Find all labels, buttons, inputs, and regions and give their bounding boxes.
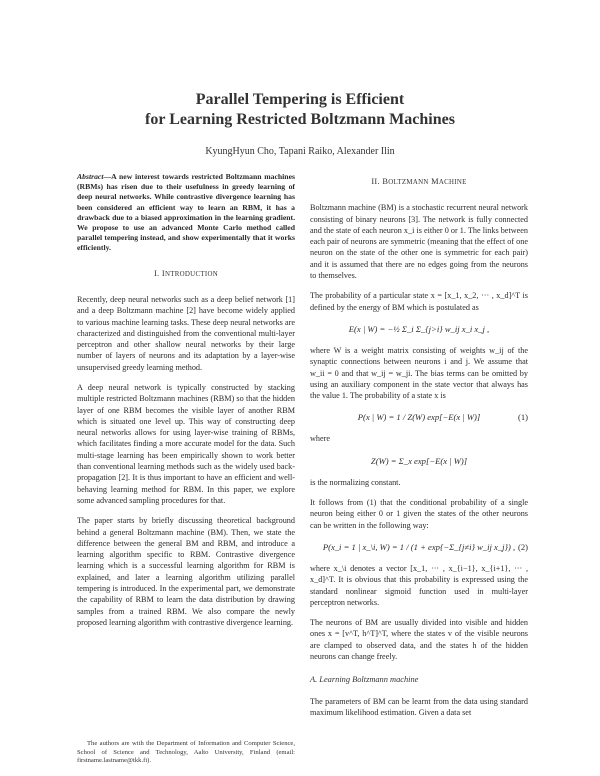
bm-paragraph-8: The neurons of BM are usually divided into visible and hidden ones x = [v^T, h^T]^T, where the states v of the visible neurons are clamped to observed data, and the states h of the hidden neurons can change freely. xyxy=(310,618,528,662)
energy-equation: E(x | W) = −½ Σ_i Σ_{j>i} w_ij x_i x_j , xyxy=(348,323,490,334)
abstract xyxy=(77,172,295,254)
partition-function-equation: Z(W) = Σ_x exp[−E(x | W)] xyxy=(370,455,468,466)
section-heading-introduction: I. INTRODUCTION xyxy=(153,268,219,278)
abstract-lead: Abstract xyxy=(77,172,104,181)
intro-paragraph-3: The paper starts by briefly discussing theoretical background behind a general Boltzmann machine (BM). Then, we state the difference between the general BM and RBM, and introduce a learning algorithm specific to RBM. Contrastive divergence learning which is a successful learning algorithm for RBM is explained, and later a learning algorithm utilizing parallel tempering is introduced. In the experimental part, we demonstrate the capability of RBM to learn the data distribution by drawing samples from a trained RBM. We also compare the newly proposed learning algorithm with contrastive divergence learning. xyxy=(77,516,295,627)
left-column xyxy=(77,172,295,628)
right-column xyxy=(310,172,528,718)
paper-title xyxy=(0,90,600,130)
intro-paragraph-1: Recently, deep neural networks such as a deep belief network [1] and a deep Boltzmann machine [2] have become widely applied to various machine learning tasks. These deep neural networks are characterized and distinguished from the conventional multi-layer perceptron and other shallow neural networks by their large number of layers of neurons and its adaptation by a layer-wise unsupervised greedy learning method. xyxy=(77,294,295,372)
subsection-heading-learning-bm: A. Learning Boltzmann machine xyxy=(310,675,419,685)
equation-number-2: (2) xyxy=(517,541,528,552)
author-list: KyungHyun Cho, Tapani Raiko, Alexander Ilin xyxy=(205,146,395,157)
equation-number-1: (1) xyxy=(517,412,528,423)
bm-paragraph-9: The parameters of BM can be learnt from the data using standard maximum likelihood estimation. Given a data set xyxy=(310,696,528,717)
title-line-2: for Learning Restricted Boltzmann Machines xyxy=(145,111,455,128)
author-affiliation-footnote: The authors are with the Department of Information and Computer Science, School of Science and Technology, Aalto University, Finland (email: firstname.lastname@tkk.fi). xyxy=(77,740,295,765)
bm-paragraph-1: Boltzmann machine (BM) is a stochastic recurrent neural network consisting of binary neurons [3]. The network is fully connected and the state of each neuron x_i is either 0 or 1. The links between each pair of neurons are symmetric (meaning that the effect of one neuron on the state of the other one is symmetric for each pair) and it is assumed that there are no edges going from the neurons to themselves. xyxy=(310,203,528,281)
abstract-text: —A new interest towards restricted Boltzmann machines (RBMs) has risen due to their usefulness in greedy learning of deep neural networks. While contrastive divergence learning has been considered an efficient way to learn an RBM, it has a drawback due to a biased approximation in the learning gradient. We propose to use an advanced Monte Carlo method called parallel tempering instead, and show experimentally that it works efficiently. xyxy=(77,172,295,253)
bm-paragraph-7: where x_\i denotes a vector [x_1, ··· , x_{i−1}, x_{i+1}, ··· , x_d]^T. It is obvious that this probability is expressed using the standard nonlinear sigmoid function used in multi-layer perceptron networks. xyxy=(310,563,528,607)
bm-paragraph-2: The probability of a particular state x = [x_1, x_2, ··· , x_d]^T is defined by the energy of BM which is postulated as xyxy=(310,291,528,312)
title-line-1: Parallel Tempering is Efficient xyxy=(195,91,405,108)
bm-paragraph-3: where W is a weight matrix consisting of weights w_ij of the synaptic connections between neurons i and j. We assume that w_ii = 0 and that w_ij = w_ji. The bias terms can be omitted by using an auxiliary component in the state vector that always has the value 1. The probability of a state x is xyxy=(310,345,528,401)
bm-paragraph-6: It follows from (1) that the conditional probability of a single neuron being either 0 or 1 given the states of the other neurons can be written in the following way: xyxy=(310,498,528,530)
bm-paragraph-4: where xyxy=(310,434,331,444)
probability-equation: P(x | W) = 1 / Z(W) exp[−E(x | W)] (1) xyxy=(310,407,528,427)
bm-paragraph-5: is the normalizing constant. xyxy=(310,477,401,487)
intro-paragraph-2: A deep neural network is typically constructed by stacking multiple restricted Boltzmann machines (RBM) so that the hidden layer of one RBM becomes the visible layer of another RBM which is situated one level up. This way of constructing deep neural networks allows for using layer-wise training of RBMs, which facilitates finding a more accurate model for the data. Such multi-stage learning has been empirically shown to work better than conventional learning methods such as the widely used back-propagation [2]. It is thus important to have an efficient and well-behaving learning method for RBM. In this paper, we explore some advanced sampling procedures for that. xyxy=(77,383,295,505)
section-heading-boltzmann-machine: II. BOLTZMANN MACHINE xyxy=(371,177,467,186)
conditional-probability-equation: P(x_i = 1 | x_\i, W) = 1 / (1 + exp{−Σ_{j≠i} w_ij x_j}) , (2) xyxy=(310,537,528,557)
